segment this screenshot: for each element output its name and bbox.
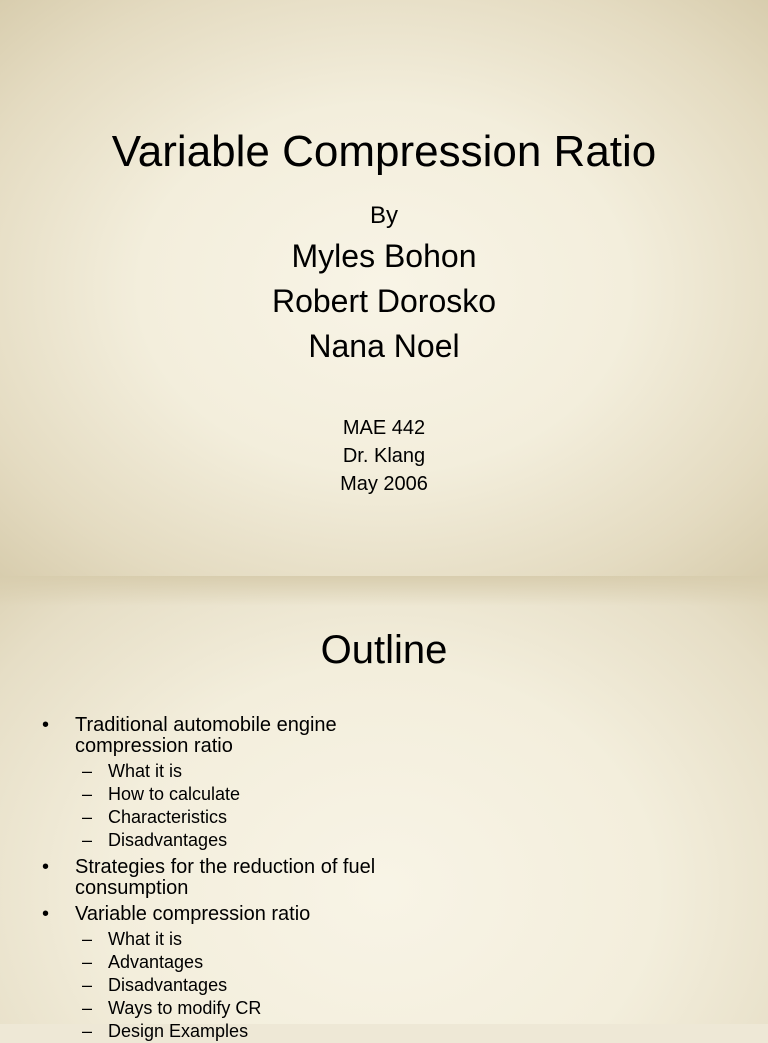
sub-item-text: What it is (108, 761, 183, 781)
slide-2-outline (0, 576, 768, 1041)
sub-list (75, 928, 730, 1043)
sub-item (75, 829, 730, 852)
bullet-icon: • (42, 856, 50, 878)
outline-item-text: Variable compression ratio (75, 903, 311, 925)
author-name: Nana Noel (308, 328, 460, 364)
sub-item-text: How to calculate (108, 784, 241, 804)
slide-title: Outline (320, 628, 448, 672)
dash-icon: – (82, 929, 93, 949)
sub-item (75, 783, 730, 806)
sub-item (75, 951, 730, 974)
dash-icon: – (82, 830, 93, 850)
sub-item (75, 928, 730, 951)
dash-icon: – (82, 952, 93, 972)
outline-item (40, 715, 730, 852)
outline-item-text: Traditional automobile engine compression ratio (75, 714, 337, 757)
sub-item (75, 760, 730, 783)
dash-icon: – (82, 761, 93, 781)
sub-item-text: Ways to modify CR (108, 998, 262, 1018)
author-list (0, 234, 768, 369)
dash-icon: – (82, 998, 93, 1018)
sub-item-text: Advantages (108, 952, 204, 972)
bullet-icon: • (42, 714, 50, 736)
dash-icon: – (82, 975, 93, 995)
dash-icon: – (82, 807, 93, 827)
sub-item-text: Design Examples (108, 1021, 249, 1041)
outline-item (40, 857, 730, 899)
sub-item-text: Disadvantages (108, 830, 228, 850)
sub-item (75, 997, 730, 1020)
outline-item-text: Strategies for the reduction of fuel consumption (75, 856, 376, 899)
author-name: Myles Bohon (291, 238, 477, 274)
by-label: By (369, 202, 398, 229)
course-code: MAE 442 (342, 417, 426, 439)
outline-item (40, 904, 730, 1043)
dash-icon: – (82, 1021, 93, 1041)
sub-item (75, 974, 730, 997)
instructor: Dr. Klang (342, 445, 426, 467)
sub-list (75, 760, 730, 852)
course-info (0, 414, 768, 498)
outline-list (40, 710, 730, 1043)
bullet-icon: • (42, 903, 50, 925)
sub-item-text: Disadvantages (108, 975, 228, 995)
dash-icon: – (82, 784, 93, 804)
date: May 2006 (340, 473, 428, 495)
slide-title: Variable Compression Ratio (111, 127, 657, 176)
author-name: Robert Dorosko (271, 283, 497, 319)
sub-item-text: What it is (108, 929, 183, 949)
sub-item-text: Characteristics (108, 807, 228, 827)
sub-item (75, 1020, 730, 1043)
sub-item (75, 806, 730, 829)
